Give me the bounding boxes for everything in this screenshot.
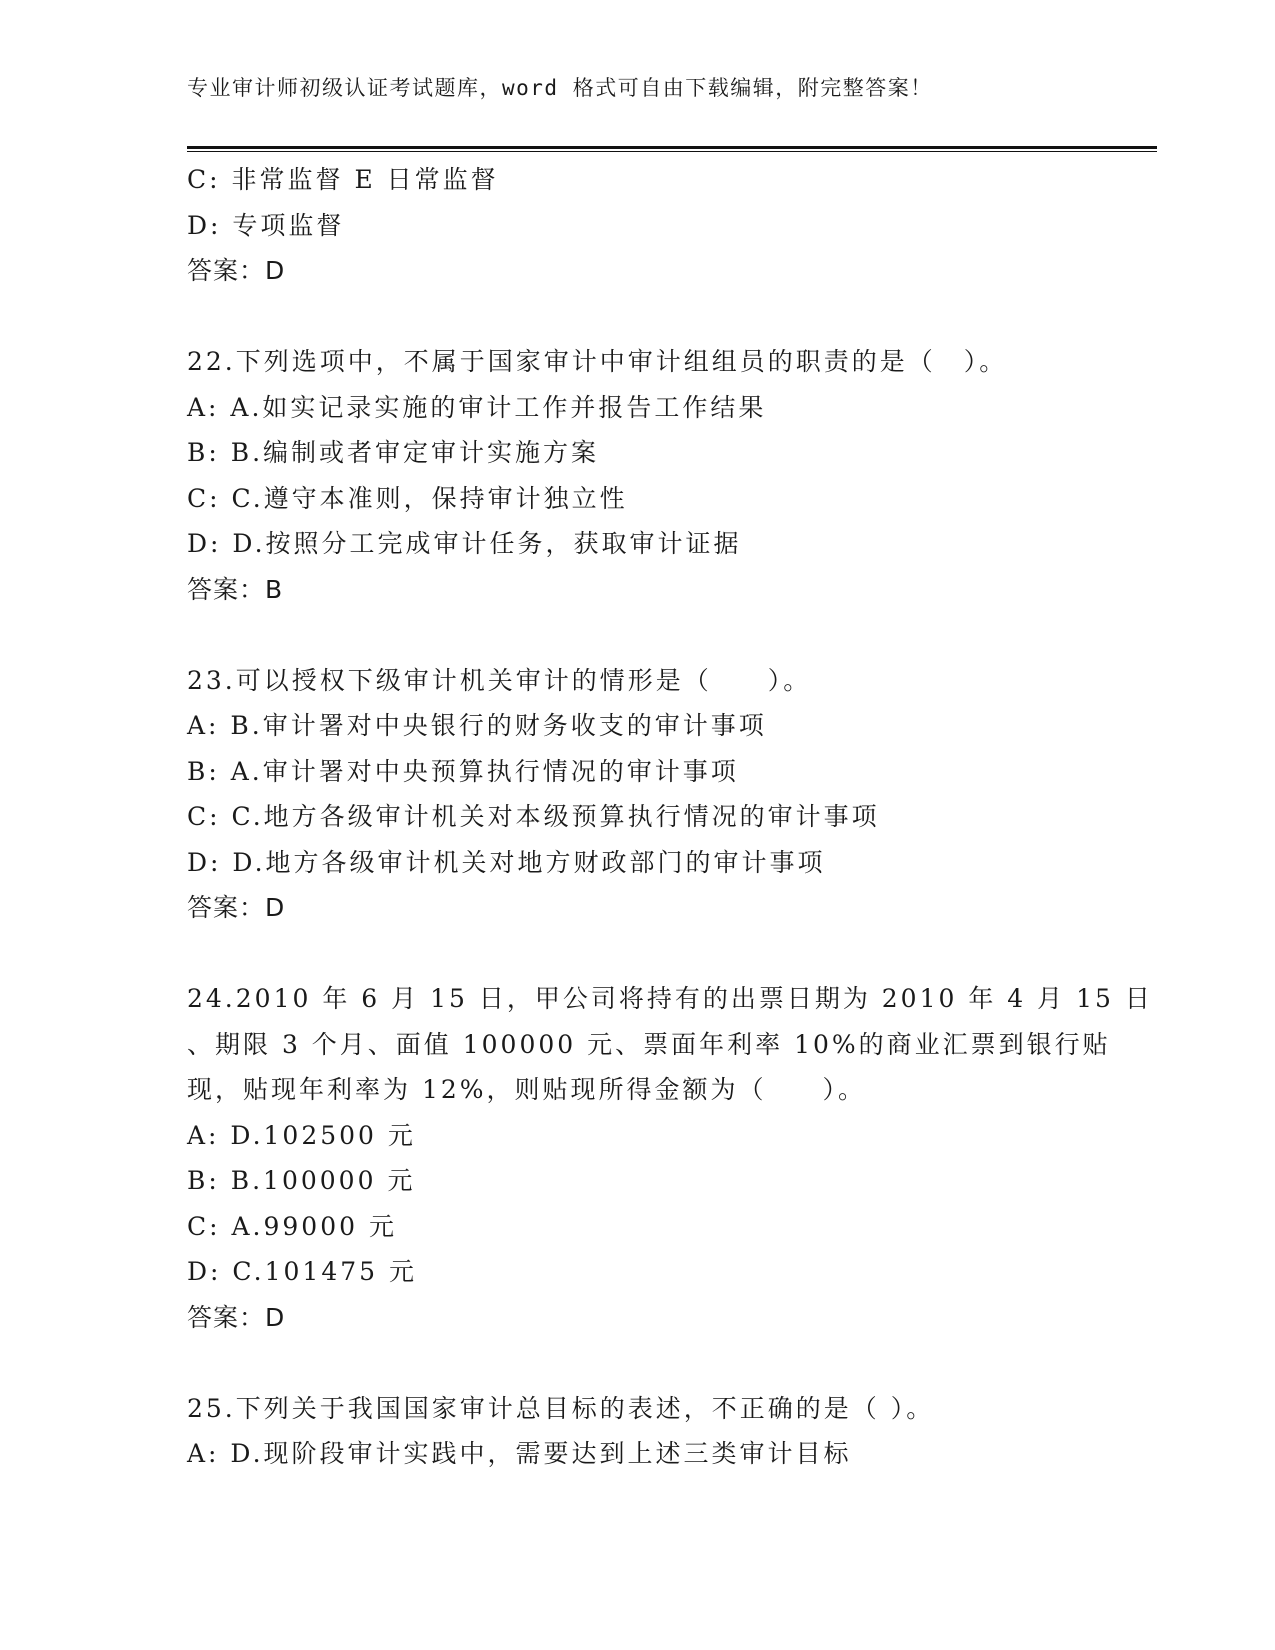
option-c: C: 非常监督 E 日常监督 [187, 165, 499, 194]
option-b: B: B.100000 元 [187, 1166, 416, 1195]
option-d: D: D.按照分工完成审计任务，获取审计证据 [187, 529, 742, 558]
question-23 [187, 658, 1087, 931]
question-22 [187, 339, 1087, 612]
option-d: D: D.地方各级审计机关对地方财政部门的审计事项 [187, 847, 826, 877]
option-c: C: A.99000 元 [187, 1211, 397, 1241]
question-stem: 25.下列关于我国国家审计总目标的表述，不正确的是（ ）。 [187, 1393, 935, 1423]
spacer [187, 931, 1087, 977]
option-a: A: B.审计署对中央银行的财务收支的审计事项 [187, 711, 767, 740]
option-c: C: C.遵守本准则，保持审计独立性 [187, 483, 628, 513]
answer-line: 答案：B [187, 574, 284, 604]
page-header: 专业审计师初级认证考试题库，word 格式可自由下载编辑，附完整答案！ [187, 76, 933, 100]
option-a: A: D.102500 元 [187, 1120, 416, 1150]
option-b: B: A.审计署对中央预算执行情况的审计事项 [187, 756, 739, 786]
header-rule-thick [187, 146, 1157, 149]
question-stem: 22.下列选项中，不属于国家审计中审计组组员的职责的是（ ）。 [187, 347, 1008, 376]
answer-line: 答案：D [187, 1302, 286, 1332]
spacer [187, 294, 1087, 340]
spacer [187, 612, 1087, 658]
option-c: C: C.地方各级审计机关对本级预算执行情况的审计事项 [187, 802, 880, 831]
option-d: D: C.101475 元 [187, 1257, 417, 1286]
option-b: B: B.编制或者审定审计实施方案 [187, 438, 600, 467]
question-stem-line-2: 、期限 3 个月、面值 100000 元、票面年利率 10%的商业汇票到银行贴 [187, 1029, 1111, 1059]
header-rule-thin [187, 151, 1157, 152]
question-content [187, 157, 1153, 1477]
continued-question [187, 157, 1087, 294]
option-d: D: 专项监督 [187, 210, 345, 240]
spacer [187, 1340, 1087, 1386]
answer-line: 答案：D [187, 893, 286, 922]
option-a: A: D.现阶段审计实践中，需要达到上述三类审计目标 [187, 1439, 852, 1468]
answer-line: 答案：D [187, 256, 286, 285]
question-stem-line-3: 现，贴现年利率为 12%，则贴现所得金额为（ ）。 [187, 1075, 867, 1104]
question-24 [187, 976, 1153, 1340]
option-a: A: A.如实记录实施的审计工作并报告工作结果 [187, 392, 767, 422]
question-25 [187, 1386, 1087, 1477]
question-stem: 23.可以授权下级审计机关审计的情形是（ ）。 [187, 665, 812, 695]
question-stem-line-1: 24.2010 年 6 月 15 日，甲公司将持有的出票日期为 2010 年 4 月 15 日 [187, 984, 1153, 1013]
